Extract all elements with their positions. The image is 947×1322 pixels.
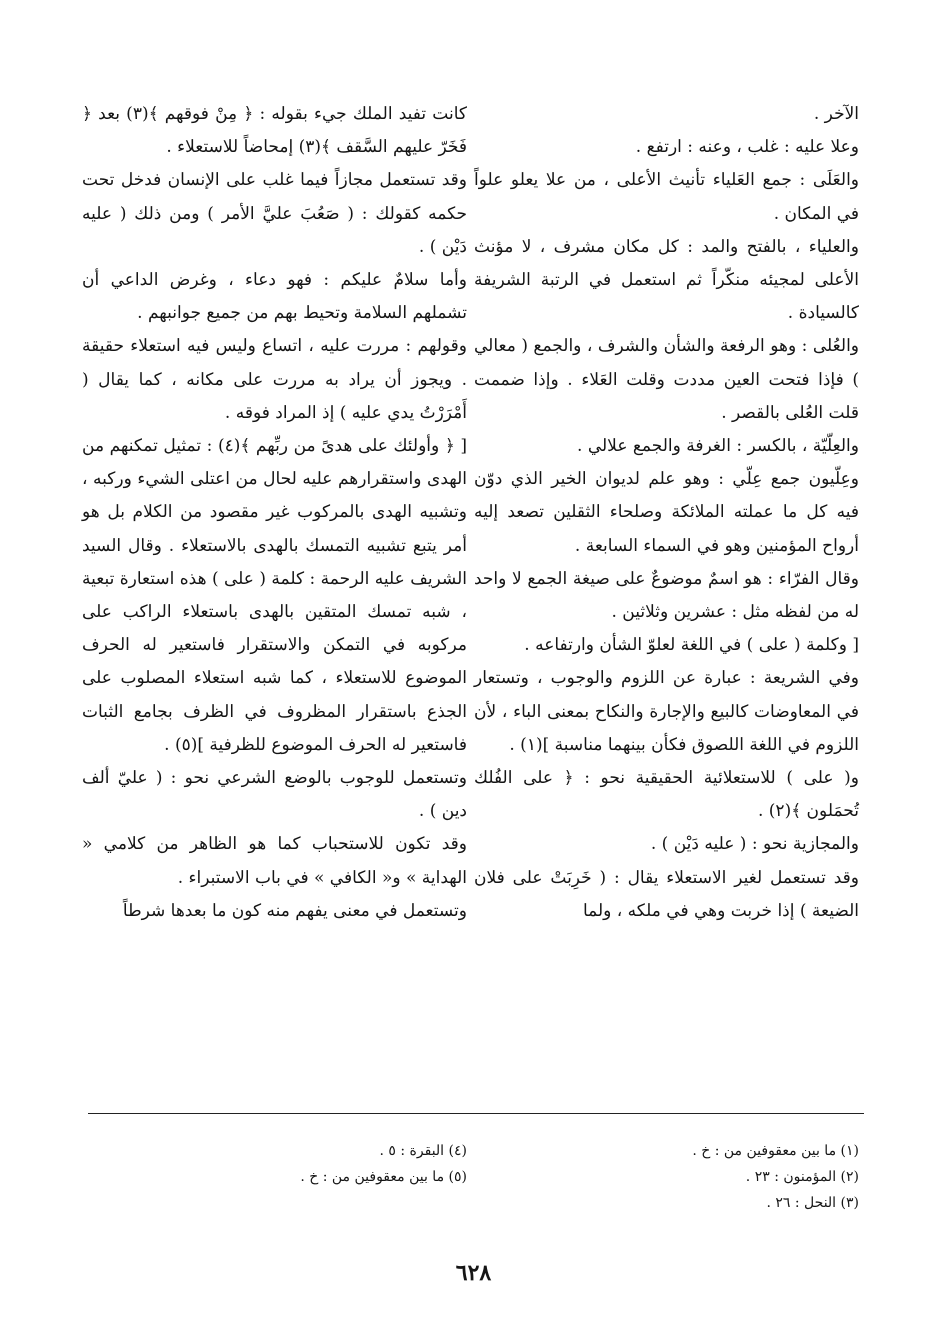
paragraph: والعُلى : وهو الرفعة والشأن والشرف ، والجمع ( معالي ) فإذا فتحت العين مددت وقلت العَلاء . وإذا ضممت قلت العُلى بالقصر . xyxy=(474,336,859,423)
paragraph: [ وكلمة ( على ) في اللغة لعلوّ الشأن وارتفاعه . xyxy=(524,635,859,656)
paragraph: وعِلّيون جمع عِلّي : وهو علم لديوان الخير الذي دوّن فيه كل ما عملته الملائكة وصلحاء الثقلين تصعد إليه أرواح المؤمنين وهو في السماء السابعة . xyxy=(474,469,859,556)
right-column xyxy=(474,98,859,928)
left-column xyxy=(82,98,467,928)
paragraph: والعَلَى : جمع العَلياء تأنيث الأعلى ، من علا يعلو علواً في المكان . xyxy=(474,170,859,224)
paragraph: وتستعمل للوجوب بالوضع الشرعي نحو : ( عليّ ألف دين ) . xyxy=(82,768,467,822)
footnote-divider xyxy=(88,1113,864,1114)
paragraph: وتستعمل في معنى يفهم منه كون ما بعدها شرطاً xyxy=(122,900,467,921)
paragraph: [ ﴿ وأولئك على هدىً من ربِّهم ﴾(٤) : تمثيل تمكنهم من الهدى واستقرارهم عليه لحال من اعتلى الشيء وركبه ، وتشبيه الهدى بالمركوب غير مقصود من الكلام بل هو أمر يتبع تشبيه التمسك بالهدى بالاستعلاء . وقال السيد الشريف عليه الرحمة : كلمة ( على ) هذه استعارة تبعية ، شبه تمسك المتقين بالهدى باستعلاء الراكب على مركوبه في التمكن والاستقرار فاستعير له الحرف الموضوع للاستعلاء ، كما شبه استعلاء المصلوب على الجذع باستقرار المظروف في الظرف بجامع الثبات فاستعير له الحرف الموضوع للظرفية ](٥) . xyxy=(82,436,467,755)
paragraph: وفي الشريعة : عبارة عن اللزوم والوجوب ، وتستعار في المعاوضات كالبيع والإجارة والنكاح بمعنى الباء ، لأن اللزوم في اللغة اللصوق فكأن بينهما مناسبة ](١) . xyxy=(474,668,859,755)
paragraph: والعِلّيّة ، بالكسر : الغرفة والجمع علالي . xyxy=(577,436,859,457)
footnote: (٥) ما بين معقوفين من : خ . xyxy=(300,1169,467,1185)
paragraph: و( على ) للاستعلائية الحقيقية نحو : ﴿ على الفُلك تُحمَلون ﴾(٢) . xyxy=(474,768,859,822)
footnote: (٤) البقرة : ٥ . xyxy=(379,1143,467,1159)
paragraph: الآخر . xyxy=(813,104,859,124)
paragraph: والعلياء ، بالفتح والمد : كل مكان مشرف ، لا مؤنث الأعلى لمجيئه منكّراً ثم استعمل في الرتبة الشريفة كالسيادة . xyxy=(474,236,859,324)
footnote: (٢) المؤمنون : ٢٣ . xyxy=(745,1169,859,1185)
paragraph: وقد تستعمل مجازاً فيما غلب على الإنسان فدخل تحت حكمه كقولك : ( صَعُبَ عليَّ الأمر ) ومن ذلك ( عليه دَيْن ) . xyxy=(82,170,467,257)
paragraph: والمجازية نحو : ( عليه دَيْن ) . xyxy=(650,834,859,855)
paragraph: كانت تفيد الملك جيء بقوله : ﴿ مِنْ فوقهم ﴾(٣) بعد ﴿ فَخَرّ عليهم السَّقف ﴾(٣) إمحاضاً للاستعلاء . xyxy=(82,104,467,158)
footnote: (٣) النحل : ٢٦ . xyxy=(766,1195,859,1211)
footnotes-left xyxy=(82,1138,467,1190)
footnotes-right xyxy=(474,1138,859,1216)
paragraph: وقال الفرّاء : هو اسمٌ موضوعٌ على صيغة الجمع لا واحد له من لفظه مثل : عشرين وثلاثين . xyxy=(474,568,859,623)
page-number: ٦٢٨ xyxy=(455,1260,492,1286)
footnote: (١) ما بين معقوفين من : خ . xyxy=(692,1143,859,1159)
paragraph: وعلا عليه : غلب ، وعنه : ارتفع . xyxy=(635,137,859,158)
paragraph: وقد تستعمل لغير الاستعلاء يقال : ( خَرِبَتْ على فلان الضيعة ) إذا خربت وهي في ملكه ، ولما xyxy=(474,867,859,921)
paragraph: وأما سلامٌ عليكم : فهو دعاء ، وغرض الداعي أن تشملهم السلامة وتحيط بهم من جميع جوانبهم . xyxy=(82,270,467,324)
paragraph: وقد تكون للاستحباب كما هو الظاهر من كلامي « الهداية » و« الكافي » في باب الاستبراء . xyxy=(82,834,467,888)
paragraph: وقولهم : مررت عليه ، اتساع وليس فيه استعلاء حقيقة . ويجوز أن يراد به مررت على مكانه ، كما يقال ( أَمْرَرْتُ يدي عليه ) إذ المراد فوقه . xyxy=(82,336,467,423)
